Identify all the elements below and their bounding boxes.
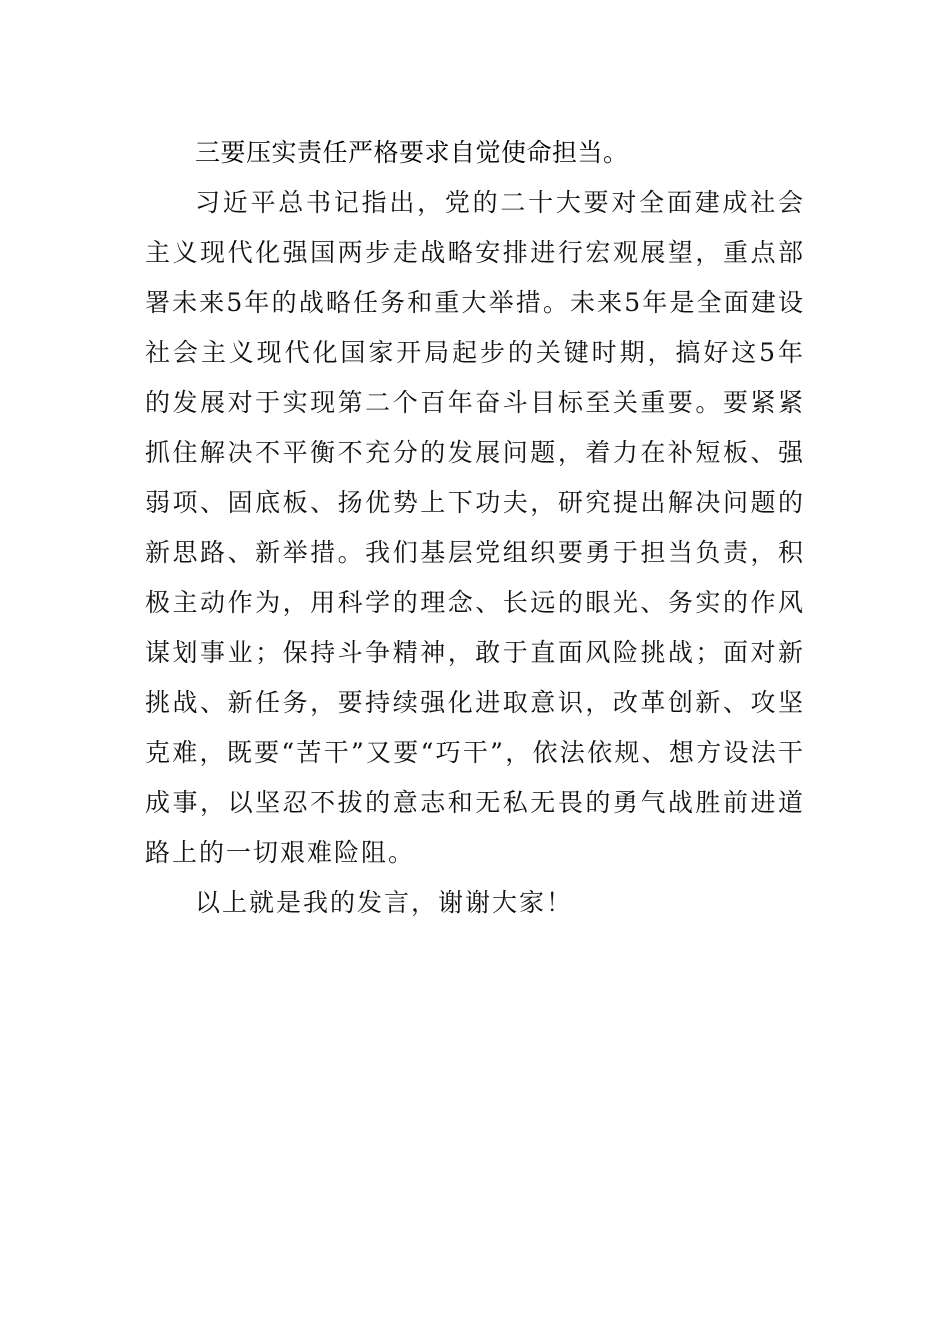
document-body bbox=[145, 128, 805, 928]
body-paragraph: 习近平总书记指出，党的二十大要对全面建成社会主义现代化强国两步走战略安排进行宏观展望，重点部署未来5年的战略任务和重大举措。未来5年是全面建设社会主义现代化国家开局起步的关键时期，搞好这5年的发展对于实现第二个百年奋斗目标至关重要。要紧紧抓住解决不平衡不充分的发展问题，着力在补短板、强弱项、固底板、扬优势上下功夫，研究提出解决问题的新思路、新举措。我们基层党组织要勇于担当负责，积极主动作为，用科学的理念、长远的眼光、务实的作风谋划事业；保持斗争精神，敢于直面风险挑战；面对新挑战、新任务，要持续强化进取意识，改革创新、攻坚克难，既要“苦干”又要“巧干”，依法依规、想方设法干成事，以坚忍不拔的意志和无私无畏的勇气战胜前进道路上的一切艰难险阻。 bbox=[145, 188, 805, 867]
section-heading: 三要压实责任严格要求自觉使命担当。 bbox=[195, 138, 629, 167]
closing-paragraph: 以上就是我的发言，谢谢大家！ bbox=[195, 888, 574, 917]
